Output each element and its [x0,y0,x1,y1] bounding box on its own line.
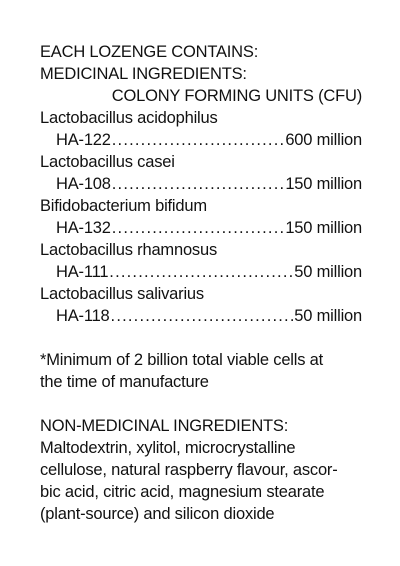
strain-item [40,283,362,327]
non-medicinal-line: Maltodextrin, xylitol, microcrystalline [40,439,296,457]
medicinal-ingredients-heading: MEDICINAL INGREDIENTS: [40,65,247,83]
non-medicinal-line: (plant-source) and silicon dioxide [40,505,275,523]
dot-leader [112,129,285,151]
strain-item [40,239,362,283]
strain-item [40,195,362,239]
strain-code-row [40,261,362,283]
cfu-column-heading: COLONY FORMING UNITS (CFU) [111,87,362,105]
strain-item [40,107,362,151]
strain-name: Lactobacillus salivarius [40,285,204,303]
non-medicinal-line: cellulose, natural raspberry flavour, ascor- [40,461,338,479]
ingredients-panel [40,41,362,525]
dot-leader [112,173,285,195]
strain-code-row [40,305,362,327]
dot-leader [112,217,285,239]
non-medicinal-line: bic acid, citric acid, magnesium stearate [40,483,325,501]
strain-code: HA-122 [56,131,111,149]
dot-leader [109,261,293,283]
strain-name: Lactobacillus casei [40,153,175,171]
strain-name: Bifidobacterium bifidum [40,197,207,215]
strain-amount: 600 million [285,131,362,149]
non-medicinal-heading: NON-MEDICINAL INGREDIENTS: [40,417,289,435]
dot-leader [111,305,294,327]
strain-name: Lactobacillus acidophilus [40,109,218,127]
contains-heading: EACH LOZENGE CONTAINS: [40,43,259,61]
strain-amount: 150 million [285,219,362,237]
strain-name: Lactobacillus rhamnosus [40,241,217,259]
strain-code-row [40,173,362,195]
strain-code-row [40,129,362,151]
strain-code: HA-111 [56,263,109,281]
strain-amount: 50 million [294,263,362,281]
non-medicinal-section [40,415,362,525]
strain-amount: 50 million [294,307,362,325]
strain-code-row [40,217,362,239]
strain-code: HA-132 [56,219,111,237]
strain-list [40,107,362,327]
section-gap [40,327,362,349]
strain-amount: 150 million [285,175,362,193]
footnote [40,349,362,393]
strain-item [40,151,362,195]
strain-code: HA-108 [56,175,111,193]
footnote-line: the time of manufacture [40,373,209,391]
strain-code: HA-118 [56,307,110,325]
section-gap [40,393,362,415]
footnote-line: *Minimum of 2 billion total viable cells at [40,351,324,369]
